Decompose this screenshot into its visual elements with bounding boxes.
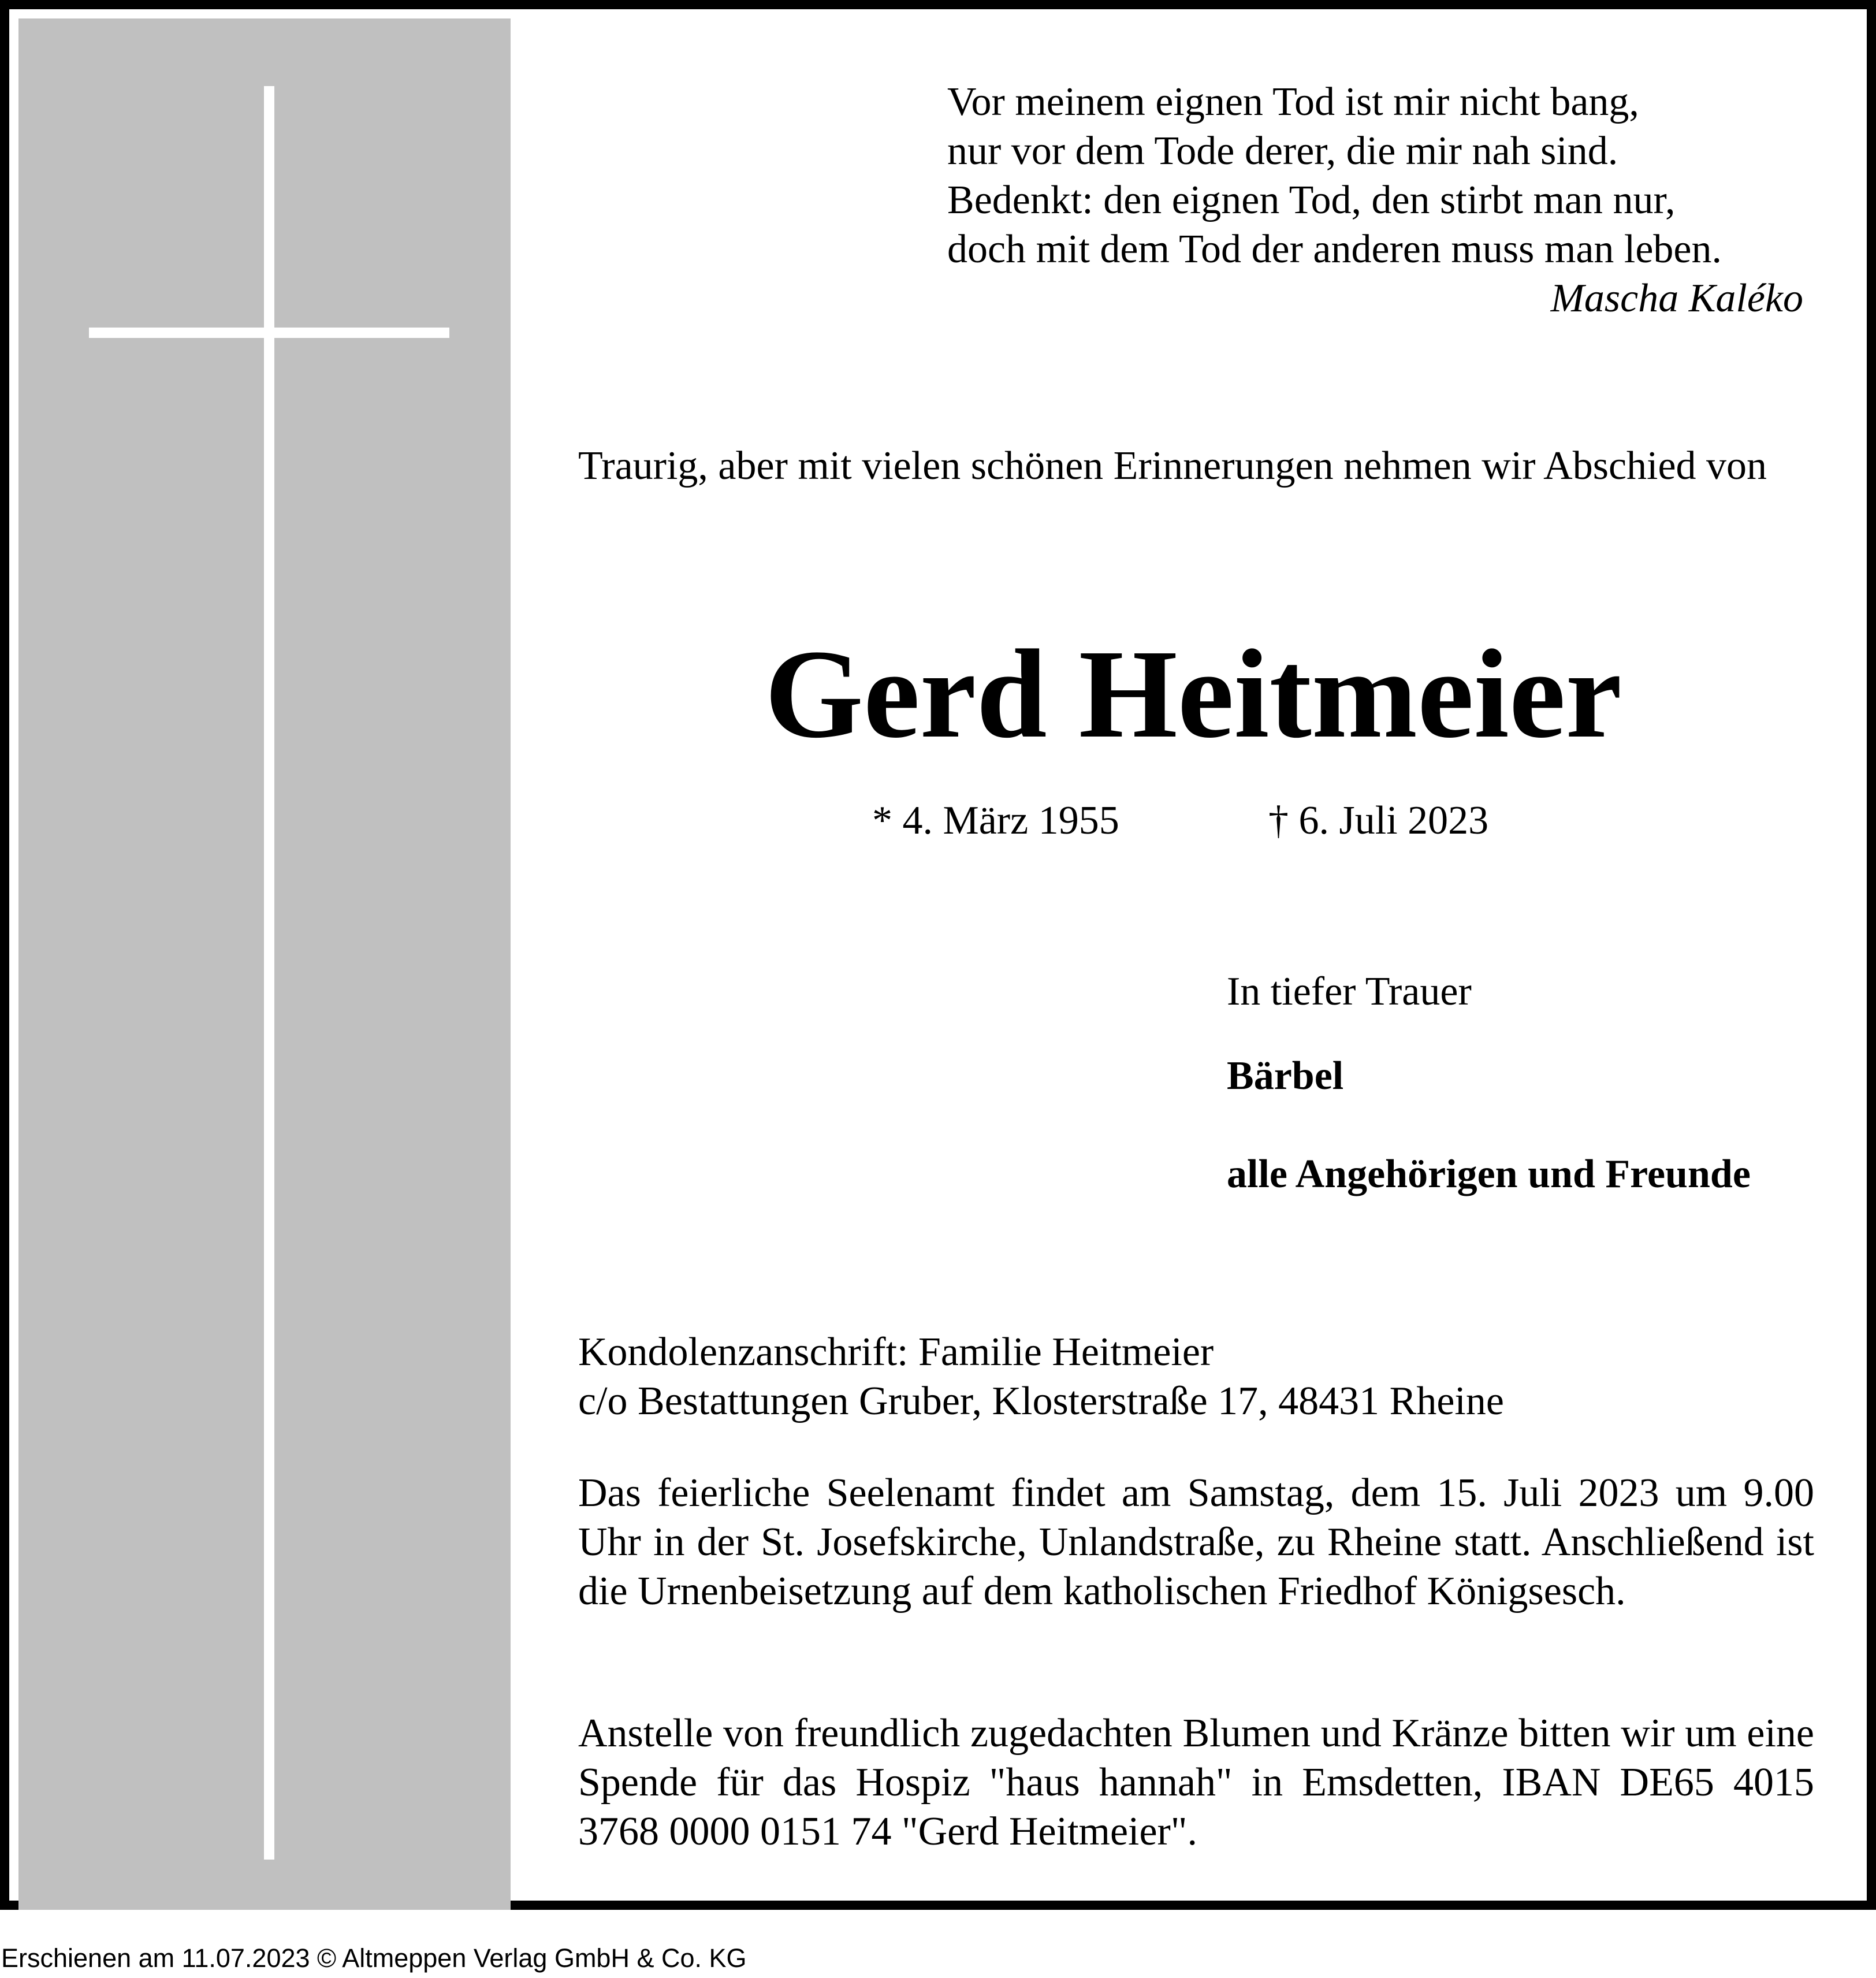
donation-request: Anstelle von freundlich zugedachten Blumen und Kränze bitten wir um eine Spende für das Hospiz "haus hannah" in Emsdetten, IBAN DE65 4015 3768 0000 0151 74 "Gerd Heitmeier". bbox=[578, 1711, 1814, 1854]
publication-footer: Erschienen am 11.07.2023 © Altmeppen Verlag GmbH & Co. KG bbox=[1, 1943, 747, 1973]
side-panel bbox=[18, 18, 511, 1910]
deceased-name: Gerd Heitmeier bbox=[764, 623, 1622, 764]
poem bbox=[947, 77, 1814, 274]
death-date: † 6. Juli 2023 bbox=[1268, 798, 1489, 843]
mourning-label: In tiefer Trauer bbox=[1227, 969, 1472, 1014]
mass-announcement: Das feierliche Seelenamt findet am Samstag, dem 15. Juli 2023 um 9.00 Uhr in der St. Josefskirche, Unlandstraße, zu Rheine statt. Anschließend ist die Urnenbeisetzung auf dem katholischen Friedhof Königsesch. bbox=[578, 1471, 1814, 1613]
condolence-address bbox=[578, 1328, 1814, 1426]
poem-line: Bedenkt: den eignen Tod, den stirbt man nur, bbox=[947, 178, 1676, 222]
poem-line: doch mit dem Tod der anderen muss man leben. bbox=[947, 227, 1722, 272]
poem-author: Mascha Kaléko bbox=[1550, 276, 1803, 321]
mourner-name: Bärbel bbox=[1227, 1054, 1344, 1098]
birth-date: * 4. März 1955 bbox=[872, 798, 1119, 843]
intro-text: Traurig, aber mit vielen schönen Erinnerungen nehmen wir Abschied von bbox=[578, 444, 1767, 488]
mourner-others: alle Angehörigen und Freunde bbox=[1227, 1152, 1751, 1196]
cross-icon-vertical-bar bbox=[264, 86, 274, 1860]
cross-icon-horizontal-bar bbox=[89, 328, 449, 338]
poem-line: nur vor dem Tode derer, die mir nah sind. bbox=[947, 129, 1618, 173]
condolence-line: Kondolenzanschrift: Familie Heitmeier bbox=[578, 1330, 1214, 1374]
poem-line: Vor meinem eignen Tod ist mir nicht bang, bbox=[947, 80, 1639, 124]
condolence-line: c/o Bestattungen Gruber, Klosterstraße 17, 48431 Rheine bbox=[578, 1379, 1504, 1423]
